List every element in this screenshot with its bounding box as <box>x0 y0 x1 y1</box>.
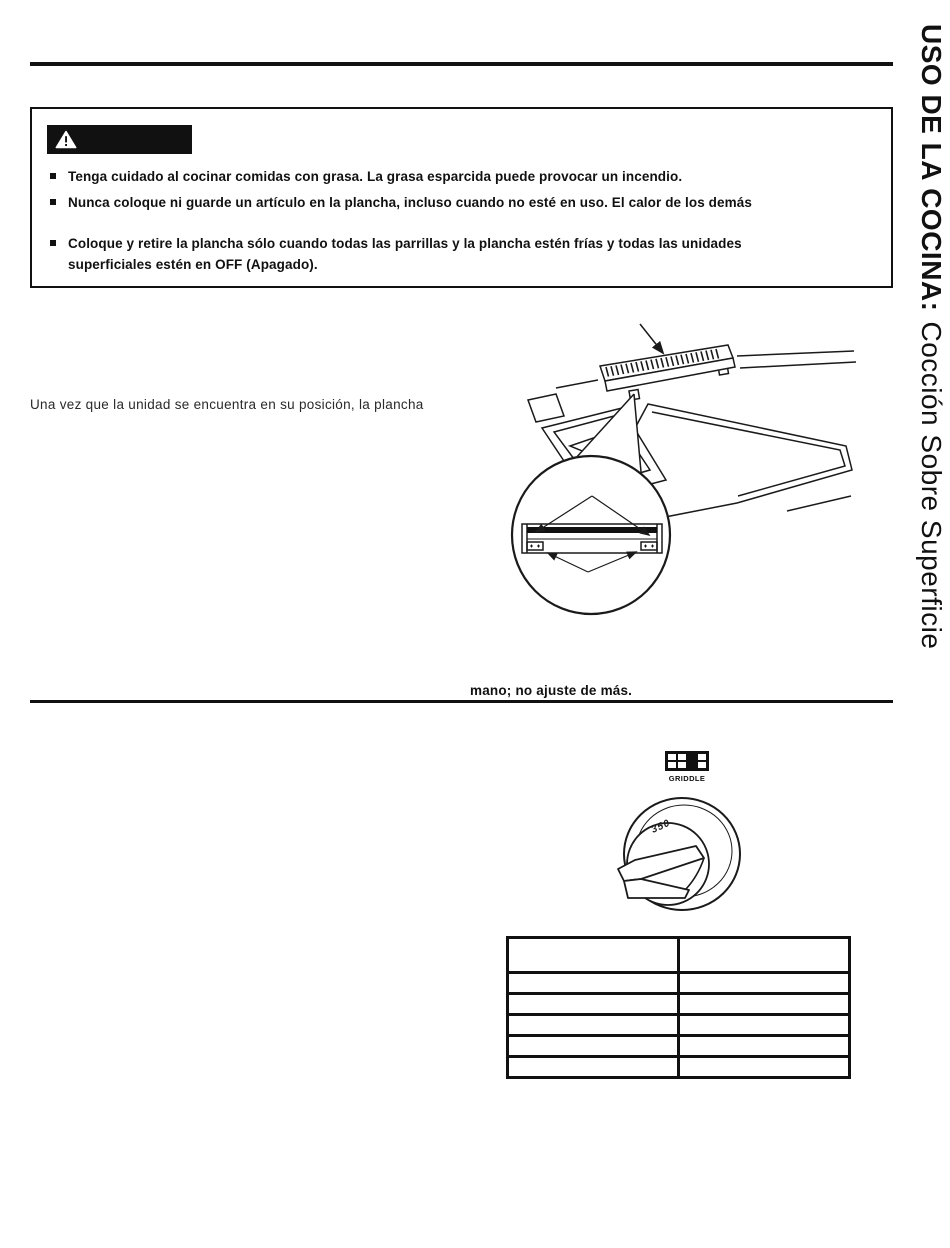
burner-position-icon <box>665 751 709 771</box>
griddle-icon-label: GRIDDLE <box>668 774 706 783</box>
burner-cell <box>677 753 687 761</box>
table-cell <box>508 973 679 994</box>
griddle-burner-indicator <box>662 751 712 783</box>
table-cell <box>679 1057 850 1078</box>
table-row <box>508 973 850 994</box>
griddle-knob-figure <box>598 788 768 933</box>
table-cell <box>679 973 850 994</box>
table-cell <box>508 1036 679 1057</box>
knob-dial-value: 350 <box>649 817 673 836</box>
warning-triangle-icon <box>55 130 77 149</box>
burner-cell <box>667 761 677 769</box>
table-cell <box>508 994 679 1015</box>
page-side-title <box>901 24 947 1224</box>
table-cell <box>679 1015 850 1036</box>
warning-bullet-text: Nunca coloque ni guarde un artículo en la plancha, incluso cuando no esté en uso. El calor de los demás <box>68 195 752 210</box>
top-rule <box>30 62 893 66</box>
hand-tighten-note: mano; no ajuste de más. <box>470 682 633 698</box>
table-cell <box>679 1036 850 1057</box>
burner-cell <box>667 753 677 761</box>
warning-bullet-text: Tenga cuidado al cocinar comidas con grasa. La grasa esparcida puede provocar un incendio. <box>68 169 683 184</box>
table-cell <box>679 938 850 973</box>
table-header-row <box>508 938 850 973</box>
side-title-regular: Cocción Sobre Superficie <box>916 321 947 650</box>
side-title-bold: USO DE LA COCINA: <box>916 24 947 312</box>
warning-bullet <box>48 192 868 213</box>
burner-cell <box>697 761 707 769</box>
warning-bullet-list <box>48 166 868 275</box>
griddle-installation-figure <box>490 320 910 650</box>
table-row <box>508 1015 850 1036</box>
body-paragraph: Una vez que la unidad se encuentra en su posición, la plancha <box>30 396 424 412</box>
grease-vent <box>600 345 735 400</box>
warning-banner <box>47 125 192 154</box>
vent-pointer-arrow <box>640 324 663 353</box>
burner-cell-active <box>687 753 697 761</box>
detail-callout-circle <box>512 456 670 614</box>
warning-bullet-text: superficiales estén en OFF (Apagado). <box>68 257 318 272</box>
burner-cell <box>697 753 707 761</box>
table-row <box>508 994 850 1015</box>
burner-cell-active <box>687 761 697 769</box>
warning-box <box>30 107 893 288</box>
griddle-settings-table <box>506 936 851 1079</box>
table-cell <box>508 938 679 973</box>
warning-bullet <box>48 166 868 187</box>
table-cell <box>508 1057 679 1078</box>
table-row <box>508 1057 850 1078</box>
bullet-square-icon <box>50 173 56 179</box>
table-cell <box>679 994 850 1015</box>
warning-bullet-text: Coloque y retire la plancha sólo cuando todas las parrillas y la plancha estén frías y todas las unidades <box>68 236 742 251</box>
warning-bullet <box>48 233 868 275</box>
burner-cell <box>677 761 687 769</box>
section-divider <box>30 700 893 703</box>
bullet-square-icon <box>50 199 56 205</box>
table-row <box>508 1036 850 1057</box>
table-cell <box>508 1015 679 1036</box>
bullet-square-icon <box>50 240 56 246</box>
